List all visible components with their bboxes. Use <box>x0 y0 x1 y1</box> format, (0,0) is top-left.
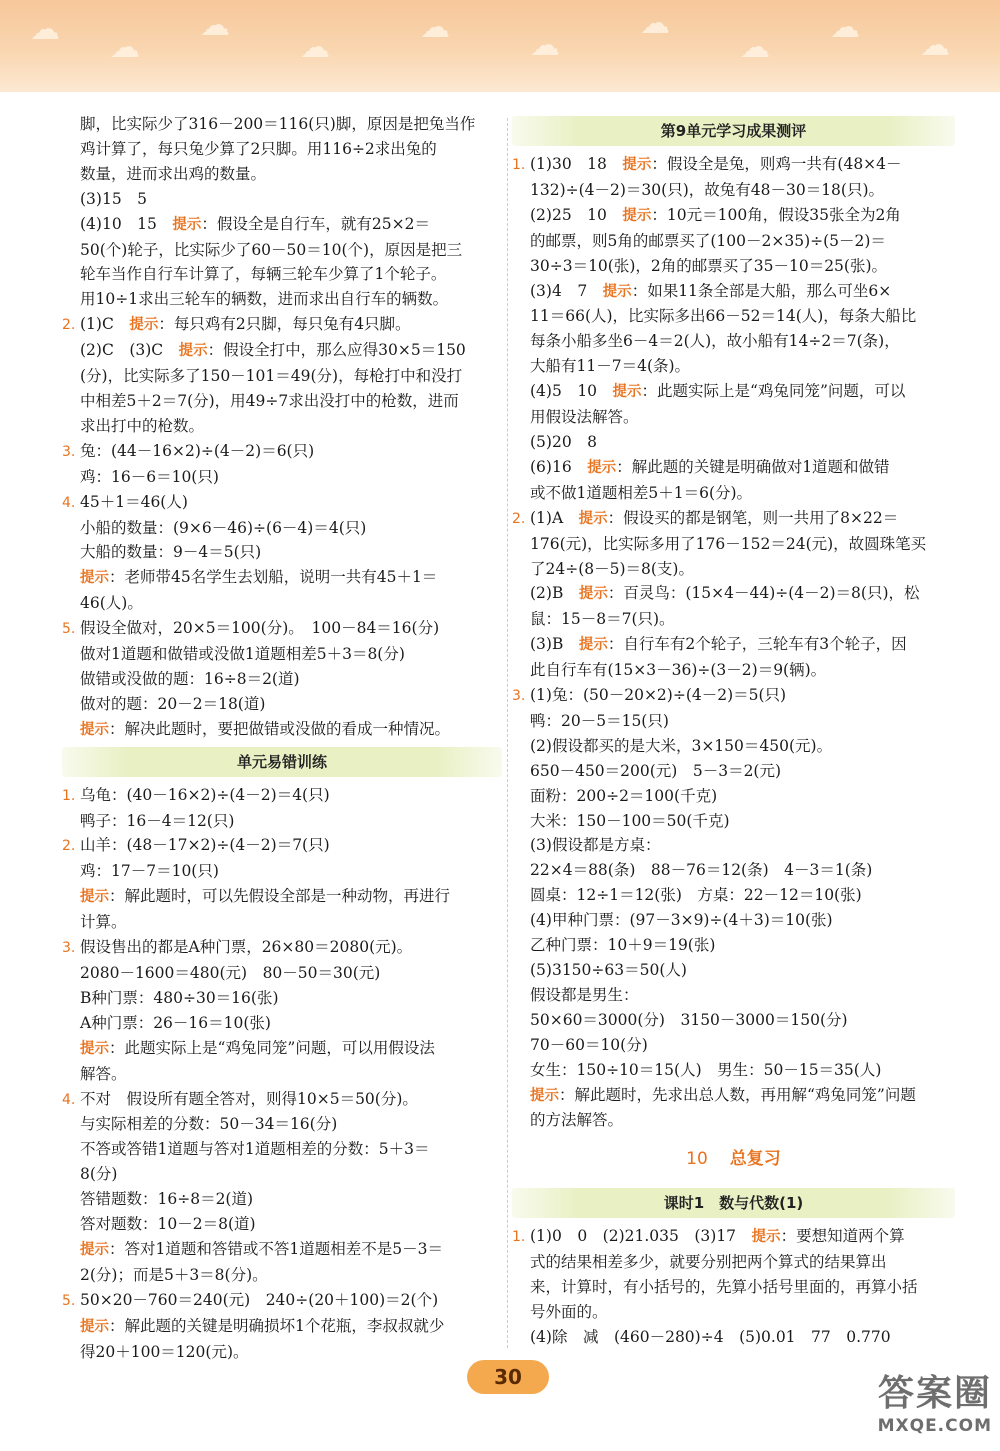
answer-line: 8(分) <box>80 1165 118 1184</box>
hint-text: ：此题实际上是“鸡兔同笼”问题，可以 <box>641 382 906 401</box>
question-number: 3. <box>62 443 76 460</box>
question-line <box>62 1087 502 1113</box>
answer-text: 不对 假设所有题全答对，则得10×5＝50(分)。 <box>80 1089 418 1108</box>
question-number: 1. <box>512 1229 526 1246</box>
answer-line: 来，计算时，有小括号的，先算小括号里面的，再算小括 <box>530 1278 918 1297</box>
hint-label: 提示 <box>80 721 109 738</box>
answer-text: (1)30 18 <box>530 155 623 173</box>
hint-line <box>62 565 502 591</box>
answer-line: B种门票：480÷30＝16(张) <box>80 988 279 1007</box>
hint-line <box>62 1237 502 1263</box>
question-line <box>62 1288 502 1314</box>
answer-line: 得20＋100＝120(元)。 <box>80 1342 249 1361</box>
answer-line: 鸭：20－5＝15(只) <box>530 711 669 730</box>
answer-line: 不答或答错1道题与答对1道题相差的分数：5＋3＝ <box>80 1140 430 1159</box>
answer-line: 了24÷(8－5)＝8(支)。 <box>530 559 694 578</box>
question-number: 5. <box>62 621 76 638</box>
hint-text: ：要想知道两个算 <box>780 1227 905 1246</box>
answer-line: 答错题数：16÷8＝2(道) <box>80 1190 254 1209</box>
answer-text: 兔：(44－16×2)÷(4－2)＝6(只) <box>80 441 315 460</box>
question-line <box>62 490 502 516</box>
answer-line: 2(分)；而是5＋3＝8(分)。 <box>80 1265 268 1284</box>
watermark-logo <box>832 1365 992 1445</box>
answer-line: 11＝66(人)，比实际多出66－52＝14(人)，每条大船比 <box>530 307 917 326</box>
column-divider <box>507 118 508 1348</box>
question-number: 1. <box>512 157 526 173</box>
answer-line: 鸡：16－6＝10(只) <box>80 467 219 486</box>
hint-label: 提示 <box>80 1318 109 1335</box>
hint-line <box>62 212 502 238</box>
question-line <box>512 683 955 709</box>
answer-text: 50×20－760＝240(元) 240÷(20＋100)＝2(个) <box>80 1290 439 1309</box>
cloud-icon: ☁ <box>830 10 860 45</box>
hint-text: ：解决此题时，要把做错或没做的看成一种情况。 <box>109 719 451 738</box>
question-line <box>62 312 502 338</box>
answer-line: 或不做1道题相差5＋1＝6(分)。 <box>530 483 753 502</box>
cloud-icon: ☁ <box>420 10 450 45</box>
answer-line: (5)20 8 <box>530 432 598 451</box>
hint-text: ：假设买的都是钢笔，则一共用了8×22＝ <box>607 508 899 527</box>
hint-line <box>512 203 955 229</box>
answer-line: 号外面的。 <box>530 1302 608 1321</box>
answer-line: 大船的数量：9－4＝5(只) <box>80 543 262 562</box>
answer-text: 45＋1＝46(人) <box>80 492 188 511</box>
right-column <box>512 112 955 1350</box>
answer-line: 大船有11－7＝4(条)。 <box>530 357 691 376</box>
chapter-number: 10 <box>686 1149 708 1170</box>
answer-line: 的邮票，则5角的邮票买了(100－2×35)÷(5－2)＝ <box>530 231 886 250</box>
answer-line: (3)15 5 <box>80 189 148 208</box>
hint-line <box>512 379 955 405</box>
hint-label: 提示 <box>622 207 652 224</box>
answer-line: 数量，进而求出鸡的数量。 <box>80 164 267 183</box>
hint-label: 提示 <box>578 510 608 527</box>
hint-line <box>62 338 502 364</box>
question-line <box>62 616 502 642</box>
hint-text: ：每只鸡有2只脚，每只兔有4只脚。 <box>158 315 411 334</box>
answer-line: 22×4＝88(条) 88－76＝12(条) 4－3＝1(条) <box>530 861 873 880</box>
cloud-icon: ☁ <box>300 30 330 65</box>
answer-text: (4)10 15 <box>80 214 173 233</box>
answer-line: (4)除 减 (460－280)÷4 (5)0.01 77 0.770 <box>530 1327 891 1346</box>
answer-line: 解答。 <box>80 1064 127 1083</box>
answer-line: 脚，比实际少了316－200＝116(只)脚，原因是把兔当作 <box>80 115 476 133</box>
answer-line: 70－60＝10(分) <box>530 1035 648 1054</box>
hint-label: 提示 <box>530 1087 559 1104</box>
question-line <box>62 935 502 961</box>
question-number: 5. <box>62 1292 76 1309</box>
question-number: 4. <box>62 1091 76 1108</box>
chapter-title: 总复习 <box>729 1149 781 1170</box>
hint-label: 提示 <box>602 283 632 300</box>
answer-line: (分)，比实际多了150－101＝49(分)，每枪打中和没打 <box>80 367 463 386</box>
answer-text: 假设售出的都是A种门票，26×80＝2080(元)。 <box>80 938 413 957</box>
answer-text: (1)0 0 (2)21.035 (3)17 <box>530 1227 752 1246</box>
hint-text: ：老师带45名学生去划船，说明一共有45＋1＝ <box>109 568 438 587</box>
question-number: 2. <box>62 317 76 334</box>
hint-text: ：解此题时，先求出总人数，再用解“鸡兔同笼”问题 <box>559 1085 916 1104</box>
hint-line <box>512 632 955 658</box>
question-line <box>512 1224 955 1250</box>
answer-text: (1)A <box>530 508 579 527</box>
answer-line: A种门票：26－16＝10(张) <box>80 1013 271 1032</box>
answer-text: 假设全做对，20×5＝100(分)。 100－84＝16(分) <box>80 619 440 638</box>
answer-line: 鸡：17－7＝10(只) <box>80 862 219 881</box>
answer-line: 用假设法解答。 <box>530 408 639 427</box>
answer-text: (2)25 10 <box>530 205 623 224</box>
hint-label: 提示 <box>578 637 608 654</box>
section-heading: 单元易错训练 <box>62 747 502 777</box>
hint-label: 提示 <box>622 157 652 173</box>
answer-text: (2)C (3)C <box>80 341 179 360</box>
question-number: 3. <box>62 940 76 957</box>
hint-text: ：此题实际上是“鸡兔同笼”问题，可以用假设法 <box>109 1038 435 1057</box>
answer-line: (4)甲种门票：(97－3×9)÷(4＋3)＝10(张) <box>530 911 833 930</box>
hint-line <box>512 1083 955 1109</box>
hint-text: ：假设全是兔，则鸡一共有(48×4－ <box>651 155 902 173</box>
answer-text: (3)4 7 <box>530 281 603 300</box>
answer-line: 用10÷1求出三轮车的辆数，进而求出自行车的辆数。 <box>80 290 449 309</box>
hint-text: ：答对1道题和答错或不答1道题相差不是5－3＝ <box>109 1239 443 1258</box>
answer-line: 650－450＝200(元) 5－3＝2(元) <box>530 761 782 780</box>
cloud-icon: ☁ <box>110 30 140 65</box>
hint-text: ：解此题时，可以先假设全部是一种动物，再进行 <box>109 887 451 906</box>
answer-line: 女生：150÷10＝15(人) 男生：50－15＝35(人) <box>530 1060 882 1079</box>
answer-text: 山羊：(48－17×2)÷(4－2)＝7(只) <box>80 836 330 855</box>
answer-line: (2)假设都买的是大米，3×150＝450(元)。 <box>530 736 833 755</box>
answer-line: 46(人)。 <box>80 594 143 613</box>
answer-line: 轮车当作自行车计算了，每辆三轮车少算了1个轮子。 <box>80 265 447 284</box>
answer-line: 计算。 <box>80 913 127 932</box>
hint-line <box>512 581 955 607</box>
question-line <box>512 506 955 532</box>
chapter-heading <box>512 1147 955 1172</box>
hint-label: 提示 <box>80 889 109 906</box>
hint-label: 提示 <box>178 343 208 360</box>
hint-text: ：自行车有2个轮子，三轮车有3个轮子，因 <box>607 635 907 654</box>
answer-line: 圆桌：12÷1＝12(张) 方桌：22－12＝10(张) <box>530 886 862 905</box>
answer-text: (1)兔：(50－20×2)÷(4－2)＝5(只) <box>530 686 787 705</box>
cloud-icon: ☁ <box>920 28 950 63</box>
question-line <box>62 783 502 809</box>
answer-line: 鸭子：16－4＝12(只) <box>80 811 235 830</box>
cloud-icon: ☁ <box>30 12 60 47</box>
answer-line: 132)÷(4－2)＝30(只)，故兔有48－30＝18(只)。 <box>530 180 885 199</box>
hint-label: 提示 <box>80 570 109 587</box>
hint-line <box>62 884 502 910</box>
hint-label: 提示 <box>578 586 608 603</box>
question-number: 2. <box>512 510 526 527</box>
answer-line: 每条小船多坐6－4＝2(人)，故小船有14÷2＝7(条)， <box>530 332 900 351</box>
question-line <box>62 439 502 465</box>
hint-text: ：百灵鸟：(15×4－44)÷(4－2)＝8(只)，松 <box>607 584 920 603</box>
watermark-main: 答案圈 <box>877 1373 992 1414</box>
section-heading: 课时1 数与代数(1) <box>512 1188 955 1218</box>
hint-label: 提示 <box>80 1040 109 1057</box>
answer-line: 求出打中的枪数。 <box>80 416 205 435</box>
answer-line: 鼠：15－8＝7(只)。 <box>530 610 675 629</box>
question-number: 2. <box>62 838 76 855</box>
hint-label: 提示 <box>129 317 159 334</box>
answer-line: 的方法解答。 <box>530 1111 624 1130</box>
hint-line <box>512 279 955 305</box>
answer-line: 式的结果相差多少，就要分别把两个算式的结果算出 <box>530 1253 887 1272</box>
hint-line <box>62 717 502 743</box>
hint-line <box>62 1036 502 1062</box>
hint-text: ：解此题的关键是明确做对1道题和做错 <box>616 457 890 476</box>
question-line <box>62 833 502 859</box>
answer-line: (3)假设都是方桌： <box>530 836 661 855</box>
question-number: 3. <box>512 688 526 705</box>
answer-line: 30÷3＝10(张)，2角的邮票买了35－10＝25(张)。 <box>530 256 888 275</box>
watermark-domain: MXQE.COM <box>877 1416 992 1436</box>
cloud-icon: ☁ <box>640 6 670 41</box>
hint-label: 提示 <box>587 459 617 476</box>
answer-text: 乌龟：(40－16×2)÷(4－2)＝4(只) <box>80 785 330 804</box>
hint-line <box>62 1314 502 1340</box>
hint-label: 提示 <box>612 384 642 401</box>
cloud-icon: ☁ <box>200 8 230 43</box>
answer-line: 假设都是男生： <box>530 985 639 1004</box>
answer-line: 做对的题：20－2＝18(道) <box>80 694 266 713</box>
hint-text: ：10元＝100角，假设35张全为2角 <box>651 205 901 224</box>
answer-text: (6)16 <box>530 457 588 476</box>
answer-text: (4)5 10 <box>530 382 613 401</box>
answer-text: (2)B <box>530 584 579 603</box>
hint-label: 提示 <box>751 1229 781 1246</box>
left-column <box>62 112 502 1365</box>
hint-text: ：解此题的关键是明确损坏1个花瓶，李叔叔就少 <box>109 1316 445 1335</box>
question-number: 1. <box>62 787 76 804</box>
answer-line: 中相差5＋2＝7(分)，用49÷7求出没打中的枪数，进而 <box>80 391 459 410</box>
question-number: 4. <box>62 494 76 511</box>
answer-line: 与实际相差的分数：50－34＝16(分) <box>80 1115 338 1134</box>
answer-line: 大米：150－100＝50(千克) <box>530 811 730 830</box>
answer-line: 50(个)轮子，比实际少了60－50＝10(个)，原因是把三 <box>80 240 463 259</box>
answer-line: 此自行车有(15×3－36)÷(3－2)＝9(辆)。 <box>530 661 827 680</box>
hint-text: ：假设全打中，那么应得30×5＝150 <box>207 341 466 360</box>
answer-line: 面粉：200÷2＝100(千克) <box>530 786 718 805</box>
page-number: 30 <box>467 1360 549 1394</box>
answer-text: (1)C <box>80 315 130 334</box>
hint-text: ：假设全是自行车，就有25×2＝ <box>201 214 430 233</box>
answer-line: (5)3150÷63＝50(人) <box>530 961 687 979</box>
question-line <box>512 152 955 178</box>
answer-line: 鸡计算了，每只兔少算了2只脚。用116÷2求出兔的 <box>80 139 437 158</box>
top-banner <box>0 0 1000 92</box>
answer-line: 176(元)，比实际多用了176－152＝24(元)，故圆珠笔买 <box>530 534 927 553</box>
hint-label: 提示 <box>172 216 202 233</box>
answer-line: 50×60＝3000(分) 3150－3000＝150(分) <box>530 1010 848 1029</box>
section-heading: 第9单元学习成果测评 <box>512 116 955 146</box>
answer-line: 答对题数：10－2＝8(道) <box>80 1215 256 1234</box>
answer-text: (3)B <box>530 635 579 654</box>
answer-line: 2080－1600＝480(元) 80－50＝30(元) <box>80 964 381 982</box>
hint-line <box>512 455 955 481</box>
answer-line: 做错或没做的题：16÷8＝2(道) <box>80 669 300 688</box>
cloud-icon: ☁ <box>530 28 560 63</box>
hint-label: 提示 <box>80 1241 109 1258</box>
answer-line: 小船的数量：(9×6－46)÷(6－4)＝4(只) <box>80 518 367 537</box>
answer-line: 乙种门票：10＋9＝19(张) <box>530 936 716 955</box>
cloud-icon: ☁ <box>740 30 770 65</box>
answer-line: 做对1道题和做错或没做1道题相差5＋3＝8(分) <box>80 645 405 664</box>
hint-text: ：如果11条全部是大船，那么可坐6× <box>631 281 892 300</box>
